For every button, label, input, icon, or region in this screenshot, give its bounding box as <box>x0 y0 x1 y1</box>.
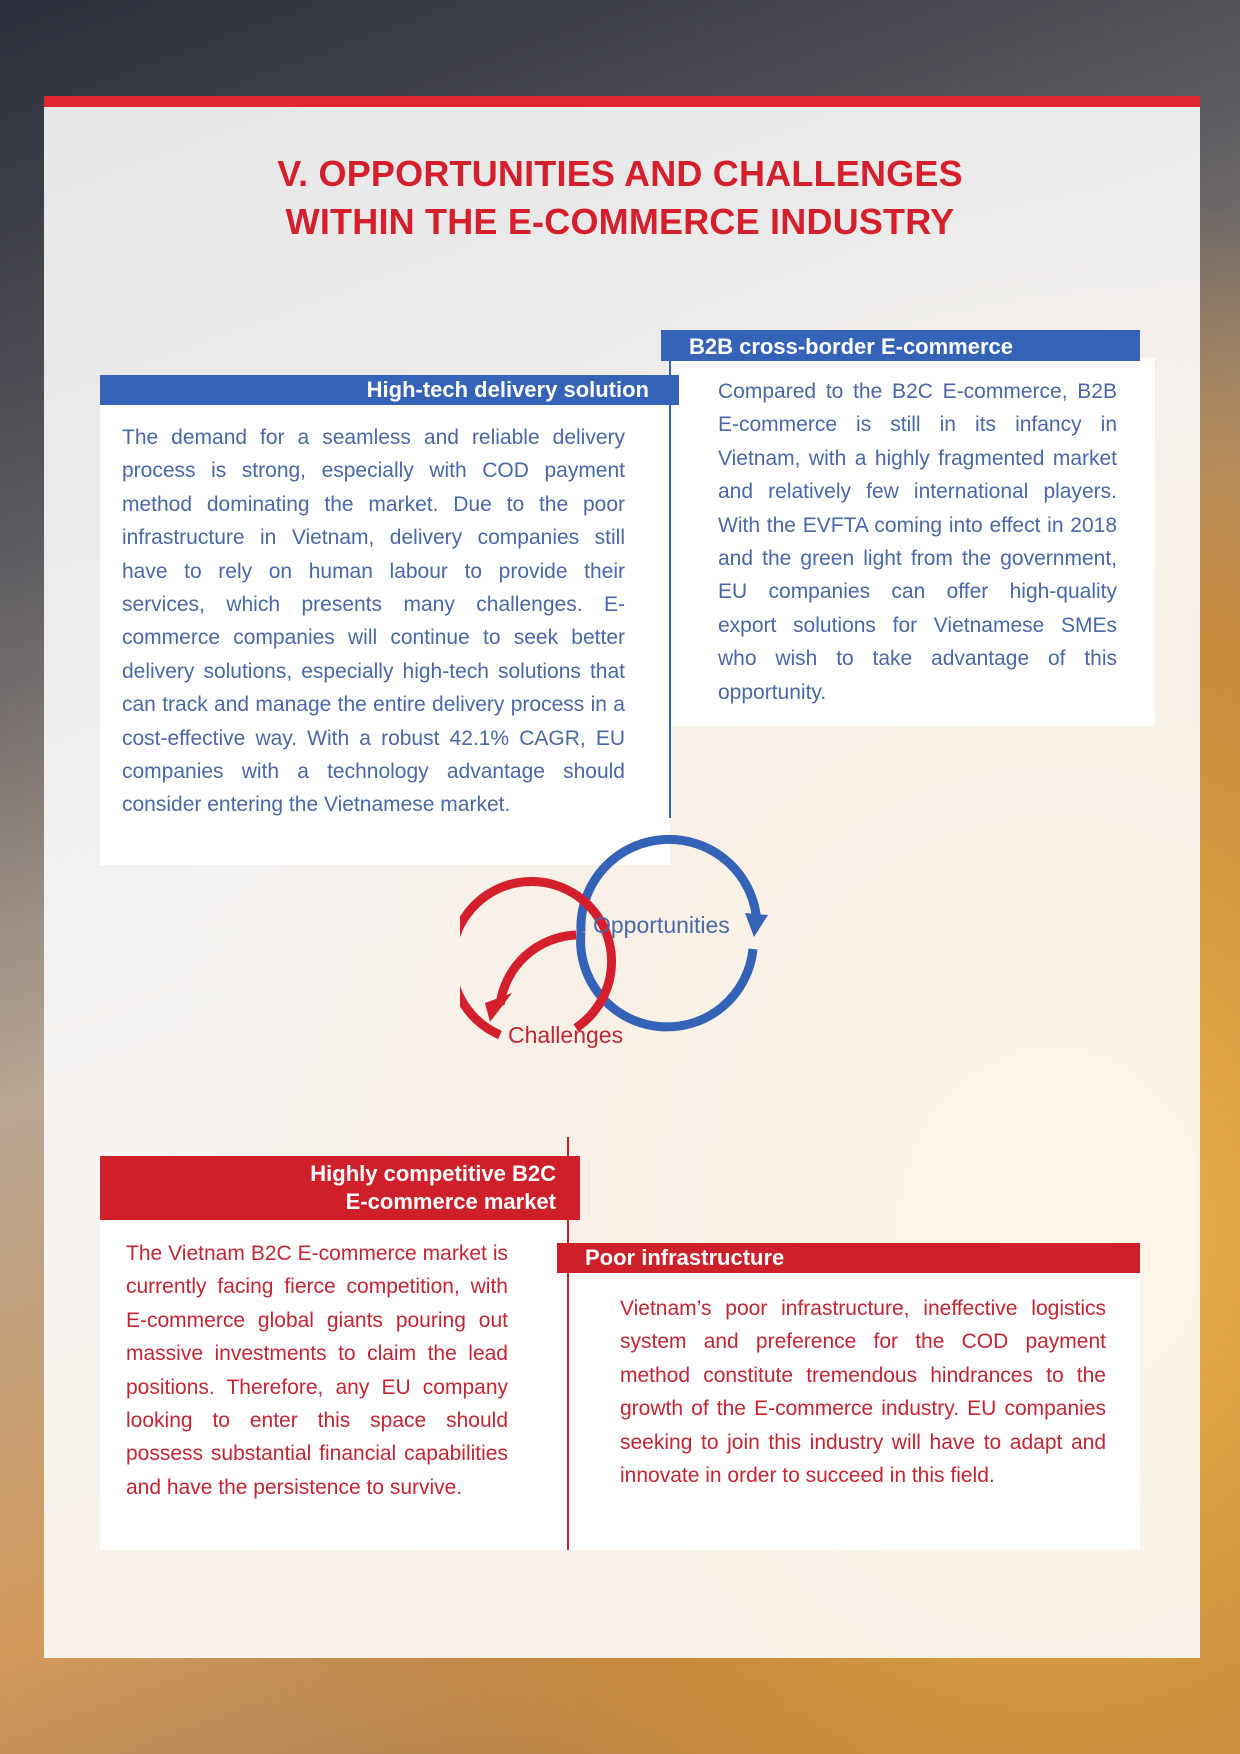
challenges-label: Challenges <box>508 1022 624 1048</box>
b2c-heading-line-1: Highly competitive B2C <box>310 1161 556 1186</box>
high-tech-text: The demand for a seamless and reliable delivery process is strong, especially with COD payment method dominating the market. Due to the poor infrastructure in Vietnam, delivery companies still have to rely on human labour to provide their services, which presents many challenges. E-commerce companies will continue to seek better delivery solutions, especially high-tech solutions that can track and manage the entire delivery process in a cost-effective way. With a robust 42.1% CAGR, EU companies with a technology advantage should consider entering the Vietnamese market. <box>122 426 625 817</box>
b2b-text: Compared to the B2C E-commerce, B2B E-commerce is still in its infancy in Vietnam, with a highly fragmented market and relatively few international players. With the EVFTA coming into effect in 2018 and the green light from the government, EU companies can offer high-quality export solutions for Vietnamese SMEs who wish to take advantage of this opportunity. <box>718 380 1117 704</box>
cycle-diagram <box>460 825 780 1125</box>
b2c-text: The Vietnam B2C E-commerce market is currently facing fierce competition, with E-commerce global giants pouring out massive investments to claim the lead positions. Therefore, any EU company looking to enter this space should possess substantial financial capabilities and have the persistence to survive. <box>126 1242 508 1499</box>
b2c-heading <box>100 1156 580 1220</box>
high-tech-heading: High-tech delivery solution <box>100 375 679 405</box>
title-line-1: V. OPPORTUNITIES AND CHALLENGES <box>277 153 963 194</box>
title-line-2: WITHIN THE E-COMMERCE INDUSTRY <box>285 201 955 242</box>
opportunities-label: Opportunities <box>593 912 730 938</box>
challenges-arrow <box>460 881 612 1035</box>
infra-text: Vietnam’s poor infrastructure, ineffective logistics system and preference for the COD payment method constitute tremendous hindrances to the growth of the E-commerce industry. EU companies seeking to join this industry will have to adapt and innovate in order to succeed in this field. <box>620 1297 1106 1488</box>
divider-line-top <box>669 360 671 818</box>
b2c-heading-line-2: E-commerce market <box>345 1189 556 1214</box>
infra-heading: Poor infrastructure <box>557 1243 1140 1273</box>
page-title <box>0 150 1240 246</box>
b2b-heading: B2B cross-border E-commerce <box>661 330 1140 361</box>
